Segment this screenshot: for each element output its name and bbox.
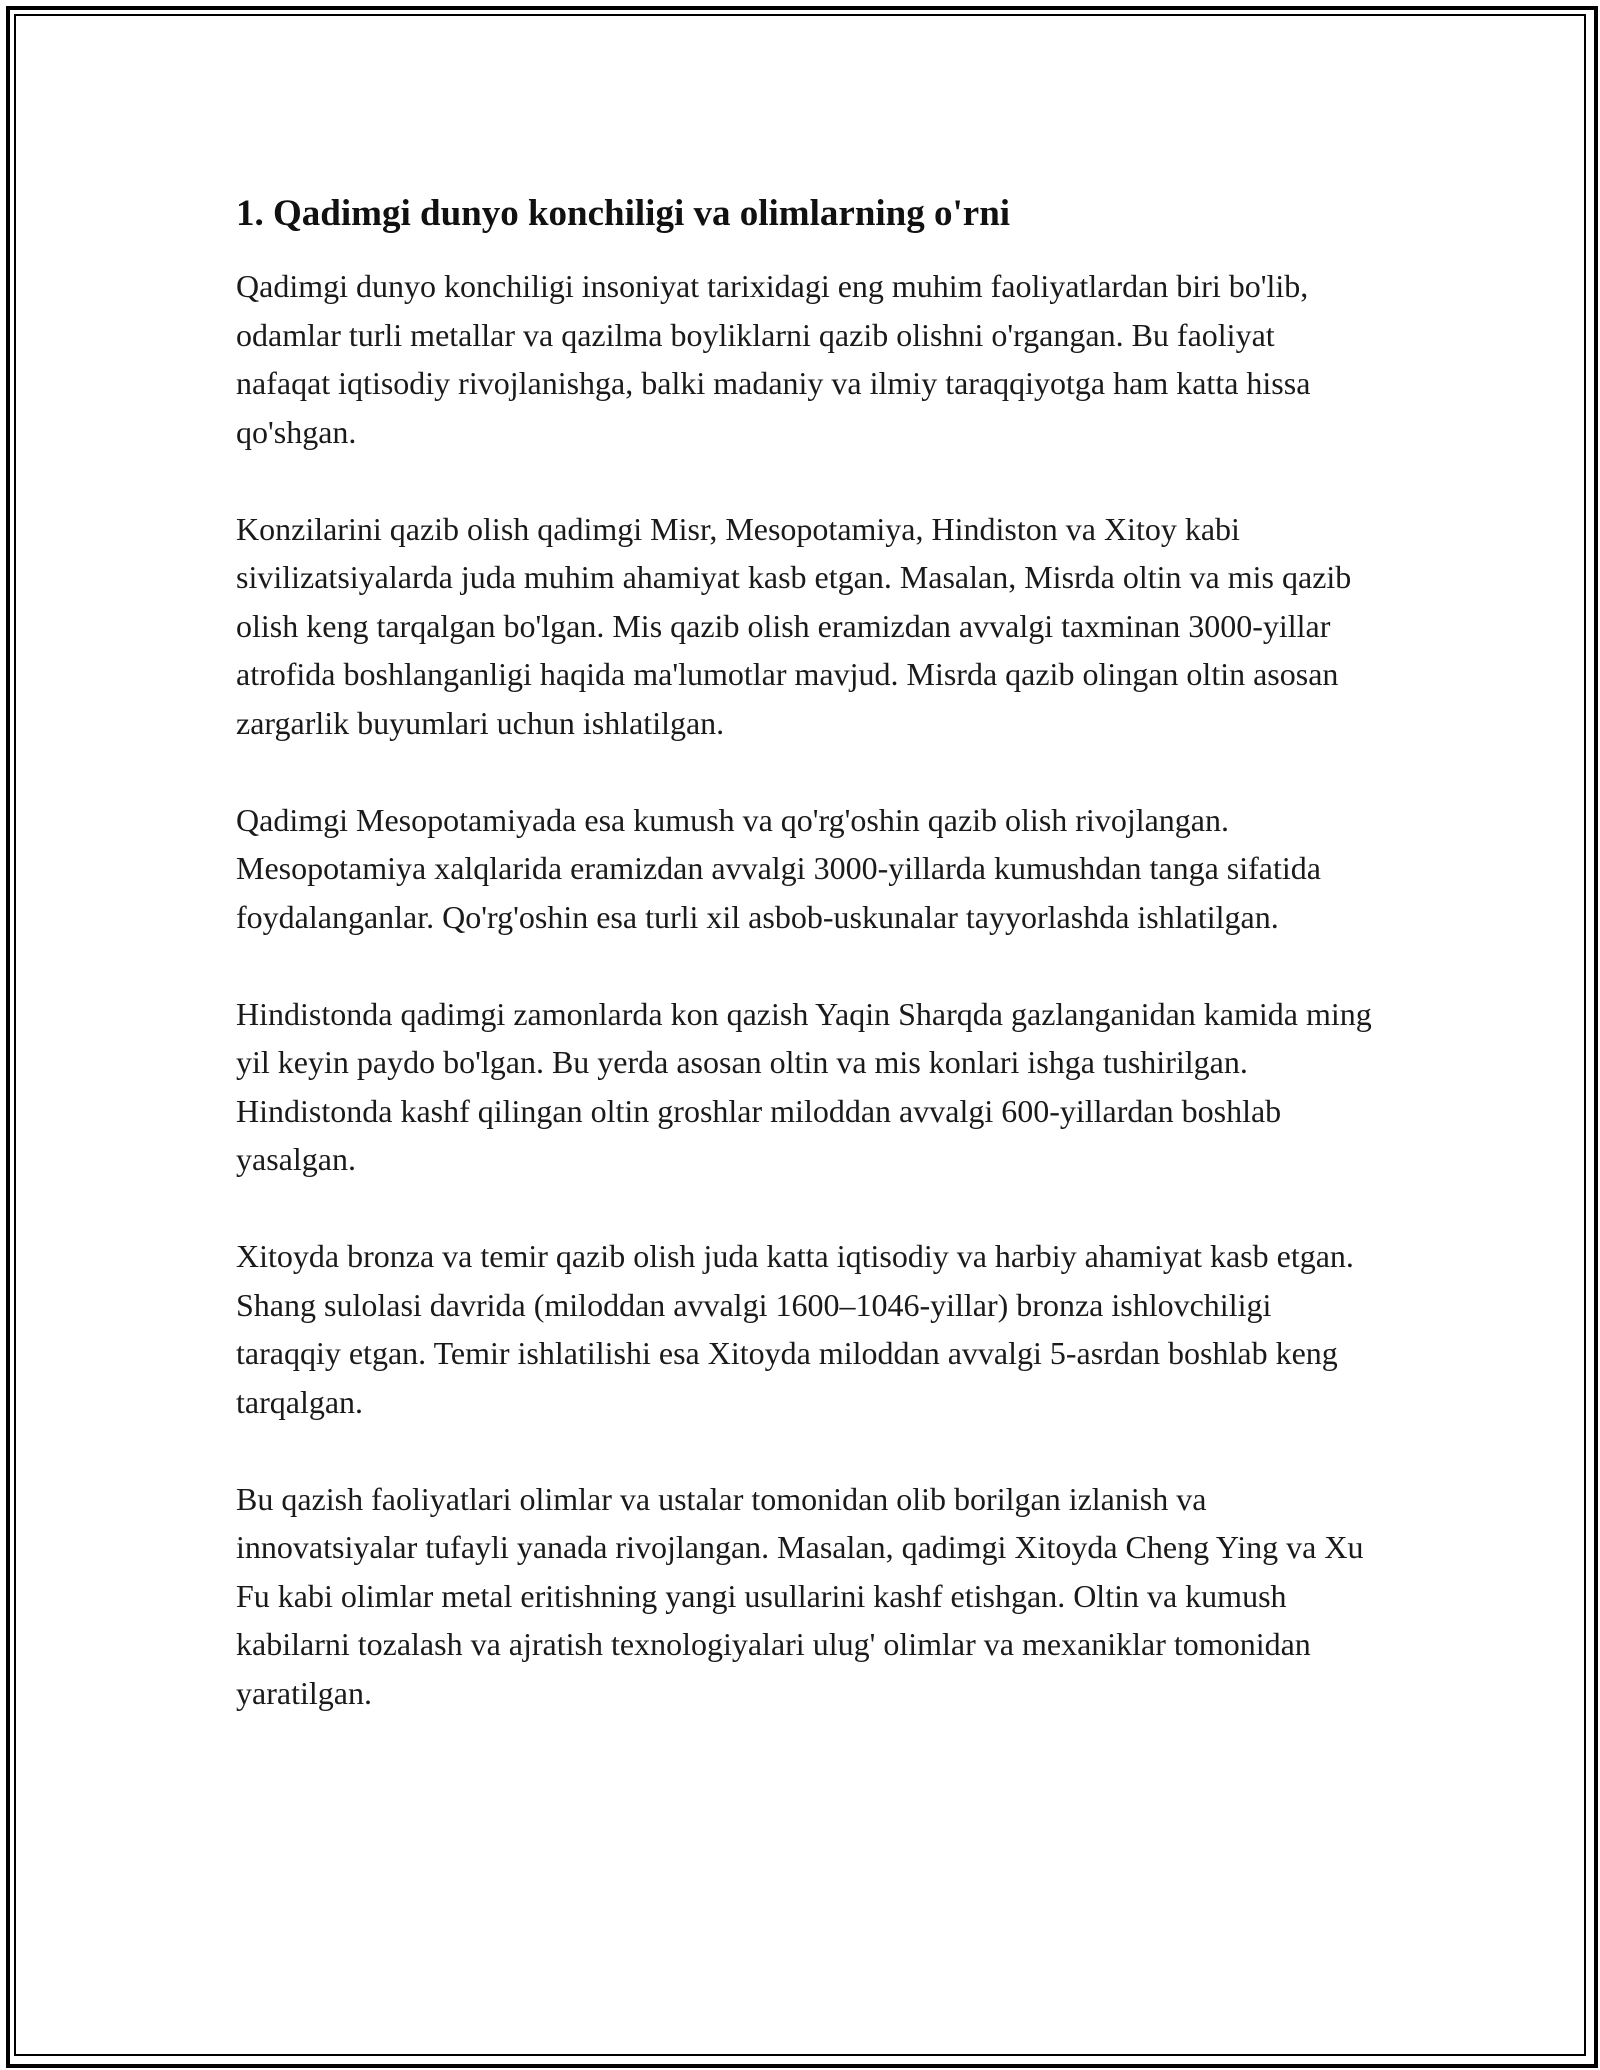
page-title: 1. Qadimgi dunyo konchiligi va olimlarning o'rni — [236, 193, 1011, 234]
document-body — [236, 186, 1376, 1766]
paragraph-egypt: Konzilarini qazib olish qadimgi Misr, Mesopotamiya, Hindiston va Xitoy kabi sivilizatsiyalarda juda muhim ahamiyat kasb etgan. Masalan, Misrda oltin va mis qazib olish keng tarqalgan bo'lgan. Mis qazib olish eramizdan avvalgi taxminan 3000-yillar atrofida boshlanganligi haqida ma'lumotlar mavjud. Misrda qazib olingan oltin asosan zargarlik buyumlari uchun ishlatilgan. — [236, 510, 1352, 741]
paragraph-intro: Qadimgi dunyo konchiligi insoniyat tarixidagi eng muhim faoliyatlardan biri bo'lib, odamlar turli metallar va qazilma boyliklarni qazib olishni o'rgangan. Bu faoliyat nafaqat iqtisodiy rivojlanishga, balki madaniy va ilmiy taraqqiyotga ham katta hissa qo'shgan. — [236, 268, 1311, 450]
paragraph-china: Xitoyda bronza va temir qazib olish juda katta iqtisodiy va harbiy ahamiyat kasb etgan. Shang sulolasi davrida (miloddan avvalgi 1600–1046-yillar) bronza ishlovchiligi taraqqiy etgan. Temir ishlatilishi esa Xitoyda miloddan avvalgi 5-asrdan boshlab keng tarqalgan. — [236, 1238, 1354, 1420]
paragraph-scholars: Bu qazish faoliyatlari olimlar va ustalar tomonidan olib borilgan izlanish va innovatsiyalar tufayli yanada rivojlangan. Masalan, qadimgi Xitoyda Cheng Ying va Xu Fu kabi olimlar metal eritishning yangi usullarini kashf etishgan. Oltin va kumush kabilarni tozalash va ajratish texnologiyalari ulug' olimlar va mexaniklar tomonidan yaratilgan. — [236, 1480, 1364, 1711]
paragraph-mesopotamia: Qadimgi Mesopotamiyada esa kumush va qo'rg'oshin qazib olish rivojlangan. Mesopotamiya xalqlarida eramizdan avvalgi 3000-yillarda kumushdan tanga sifatida foydalanganlar. Qo'rg'oshin esa turli xil asbob-uskunalar tayyorlashda ishlatilgan. — [236, 801, 1321, 935]
paragraph-india: Hindistonda qadimgi zamonlarda kon qazish Yaqin Sharqda gazlanganidan kamida ming yil keyin paydo bo'lgan. Bu yerda asosan oltin va mis konlari ishga tushirilgan. Hindistonda kashf qilingan oltin groshlar miloddan avvalgi 600-yillardan boshlab yasalgan. — [236, 995, 1372, 1177]
